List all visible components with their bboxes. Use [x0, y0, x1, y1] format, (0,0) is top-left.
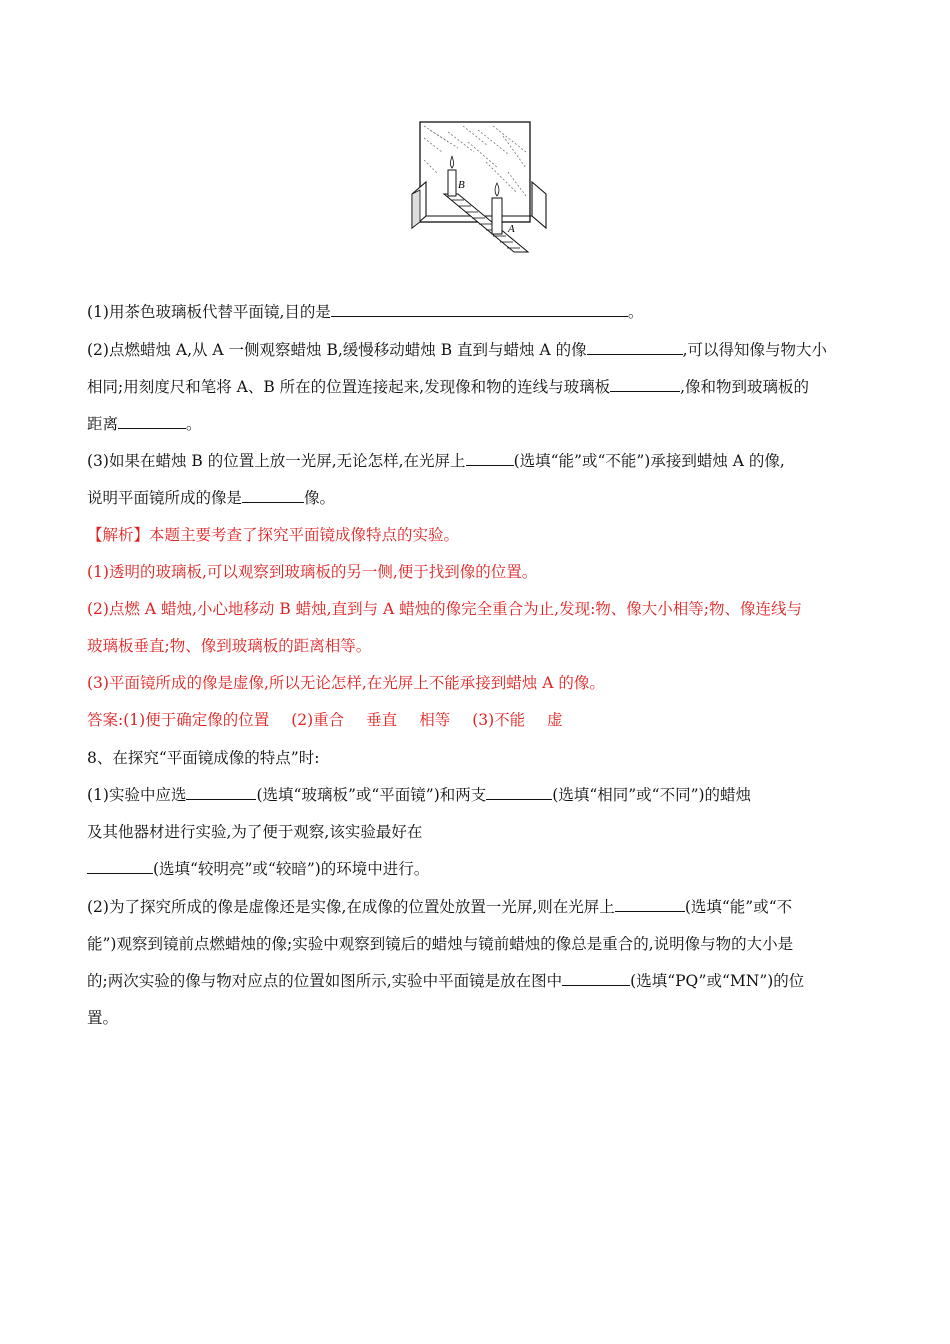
answer-blank[interactable]	[118, 414, 186, 429]
q7-part1: (1)用茶色玻璃板代替平面镜,目的是 。	[87, 303, 644, 321]
q8-part1-line3: (选填“较明亮”或“较暗”)的环境中进行。	[87, 859, 867, 879]
analysis-line-2: (2)点燃 A 蜡烛,小心地移动 B 蜡烛,直到与 A 蜡烛的像完全重合为止,发现:物、像大小相等;物、像连线与	[87, 600, 803, 618]
q8-part2-line1: (2)为了探究所成的像是虚像还是实像,在成像的位置处放置一光屏,则在光屏上 (选填“能”或“不	[87, 898, 793, 916]
answer-blank[interactable]	[466, 451, 514, 466]
answer-blank[interactable]	[587, 340, 683, 355]
candle-mirror-figure	[408, 112, 550, 262]
q8-part1-line2: 及其他器材进行实验,为了便于观察,该实验最好在	[87, 823, 423, 841]
q7-part2-line2: 相同;用刻度尺和笔将 A、B 所在的位置连接起来,发现像和物的连线与玻璃板 ,像和物到玻璃板的	[87, 378, 810, 396]
answer-blank[interactable]	[331, 302, 628, 317]
answer-blank[interactable]	[87, 859, 153, 874]
q7-part2-line1: (2)点燃蜡烛 A,从 A 一侧观察蜡烛 B,缓慢移动蜡烛 B 直到与蜡烛 A 的像 ,可以得知像与物大小	[87, 341, 828, 359]
analysis-line-3: 玻璃板垂直;物、像到玻璃板的距离相等。	[87, 637, 372, 655]
label-a: A	[508, 223, 515, 235]
analysis-tag: 【解析】	[87, 526, 150, 544]
q8-title: 8、在探究“平面镜成像的特点”时:	[87, 749, 320, 767]
answer-line: 答案:(1)便于确定像的位置 (2)重合 垂直 相等 (3)不能 虚	[87, 711, 563, 729]
answer-blank[interactable]	[610, 377, 680, 392]
q7-part3-line1: (3)如果在蜡烛 B 的位置上放一光屏,无论怎样,在光屏上 (选填“能”或“不能”)承接到蜡烛 A 的像,	[87, 452, 785, 470]
label-b: B	[458, 179, 465, 191]
answer-blank[interactable]	[615, 897, 685, 912]
analysis-line-4: (3)平面镜所成的像是虚像,所以无论怎样,在光屏上不能承接到蜡烛 A 的像。	[87, 674, 605, 692]
q8-part2-line2: 能”)观察到镜前点燃蜡烛的像;实验中观察到镜后的蜡烛与镜前蜡烛的像总是重合的,说明像与物的大小是	[87, 935, 794, 953]
answer-blank[interactable]	[486, 785, 552, 800]
q8-part2-line4: 置。	[87, 1009, 119, 1027]
q8-part2-line3: 的;两次实验的像与物对应点的位置如图所示,实验中平面镜是放在图中 (选填“PQ”或“MN”)的位	[87, 972, 805, 990]
answer-blank[interactable]	[186, 785, 256, 800]
q7-part2-line3: 距离 。	[87, 415, 202, 433]
analysis-intro: 【解析】本题主要考查了探究平面镜成像特点的实验。	[87, 526, 460, 544]
q8-part1-line1: (1)实验中应选 (选填“玻璃板”或“平面镜”)和两支 (选填“相同”或“不同”)的蜡烛	[87, 786, 752, 804]
q7-part3-line2: 说明平面镜所成的像是 像。	[87, 489, 336, 507]
answer-blank[interactable]	[242, 488, 304, 503]
analysis-line-1: (1)透明的玻璃板,可以观察到玻璃板的另一侧,便于找到像的位置。	[87, 563, 538, 581]
answer-blank[interactable]	[562, 971, 630, 986]
